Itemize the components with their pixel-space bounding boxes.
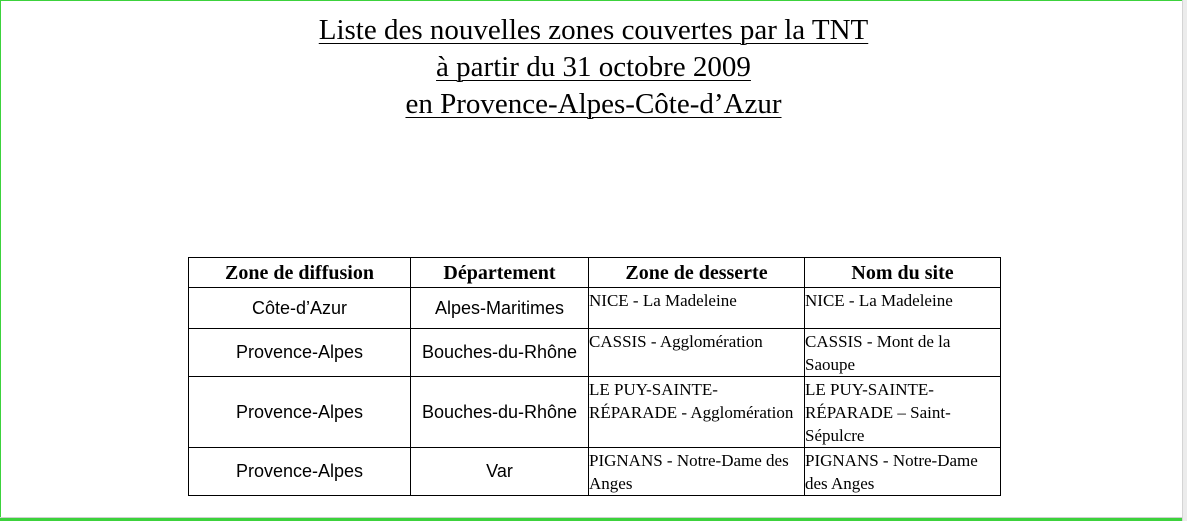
header-nom-site: Nom du site	[805, 258, 1001, 288]
cell-nom-site	[805, 288, 1001, 329]
header-zone-desserte: Zone de desserte	[589, 258, 805, 288]
cell-zone-desserte-text: PIGNANS - Notre-Dame des Anges	[589, 451, 789, 493]
frame-divider	[0, 517, 1182, 518]
cell-zone-diffusion: Côte-d’Azur	[189, 288, 411, 329]
cell-zone-diffusion: Provence-Alpes	[189, 448, 411, 496]
table-header-row	[189, 258, 1001, 288]
cell-nom-site	[805, 329, 1001, 377]
cell-zone-desserte	[589, 448, 805, 496]
table-row	[189, 377, 1001, 448]
cell-nom-site-text: CASSIS - Mont de la Saoupe	[805, 332, 951, 374]
table-row	[189, 288, 1001, 329]
cell-zone-desserte	[589, 329, 805, 377]
cell-zone-desserte-text: NICE - La Madeleine	[589, 291, 737, 310]
cell-zone-desserte	[589, 377, 805, 448]
document-title	[0, 12, 1187, 123]
cell-zone-diffusion: Provence-Alpes	[189, 377, 411, 448]
header-zone-diffusion: Zone de diffusion	[189, 258, 411, 288]
table-row	[189, 329, 1001, 377]
cell-nom-site-text: LE PUY-SAINTE-RÉPARADE – Saint-Sépulcre	[805, 380, 951, 445]
table-row	[189, 448, 1001, 496]
cell-nom-site-text: PIGNANS - Notre-Dame des Anges	[805, 451, 978, 493]
cell-nom-site-text: NICE - La Madeleine	[805, 291, 953, 310]
header-departement: Département	[411, 258, 589, 288]
title-line-3: en Provence-Alpes-Côte-d’Azur	[405, 88, 782, 120]
cell-zone-desserte-text: LE PUY-SAINTE-RÉPARADE - Agglomération	[589, 380, 794, 422]
title-line-1: Liste des nouvelles zones couvertes par la TNT	[318, 14, 869, 46]
cell-zone-desserte	[589, 288, 805, 329]
cell-nom-site	[805, 448, 1001, 496]
cell-departement: Bouches-du-Rhône	[411, 329, 589, 377]
cell-departement: Bouches-du-Rhône	[411, 377, 589, 448]
cell-nom-site	[805, 377, 1001, 448]
cell-zone-desserte-text: CASSIS - Agglomération	[589, 332, 763, 351]
cell-departement: Alpes-Maritimes	[411, 288, 589, 329]
cell-zone-diffusion: Provence-Alpes	[189, 329, 411, 377]
title-line-2: à partir du 31 octobre 2009	[436, 51, 751, 83]
zones-table	[188, 257, 1001, 496]
cell-departement: Var	[411, 448, 589, 496]
